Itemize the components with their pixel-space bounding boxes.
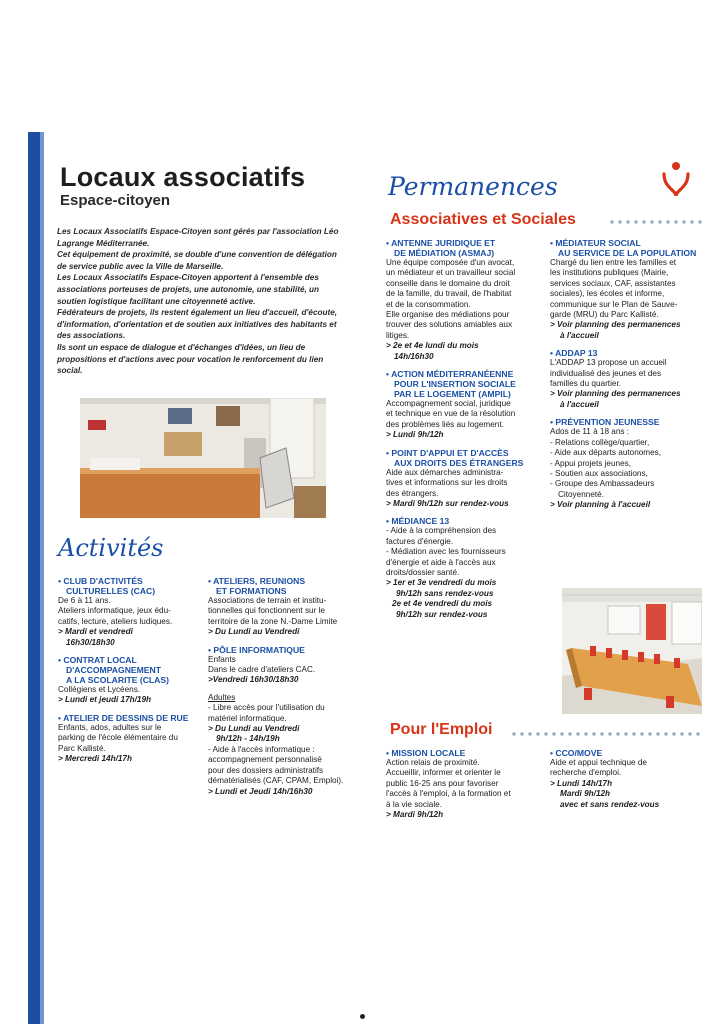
schedule-line: > Du Lundi au Vendredi: [208, 724, 300, 734]
intro-paragraph: Fédérateurs de projets, ils restent également un lieu d'accueil, d'écoute, d'information, d'orientation et de soutien aux initiatives des habitants et des associations.: [57, 308, 338, 341]
body-line: Citoyenneté.: [558, 489, 604, 499]
body-line: sociales), les écoles et informe,: [550, 289, 665, 299]
body-line: et de la consommation.: [386, 299, 471, 309]
body-line: - Soutien aux associations,: [550, 468, 648, 478]
activity-item: [58, 655, 196, 706]
heading-line: AUX DROITS DES ÉTRANGERS: [394, 457, 524, 468]
body-line: Parc Kallisté.: [58, 743, 106, 753]
heading-line: DE MÉDIATION (ASMAJ): [394, 248, 495, 258]
body-line: - Médiation avec les fournisseurs: [386, 547, 506, 557]
body-line: tives et informations sur les droits: [386, 478, 508, 488]
heading-line: • MÉDIATEUR SOCIAL: [550, 238, 641, 248]
activity-heading: [58, 576, 196, 596]
association-logo-icon: [658, 160, 694, 198]
heading-line: • CONTRAT LOCAL: [58, 655, 137, 666]
body-line: accompagnement personnalisé: [208, 755, 322, 765]
emploi-right-column: [550, 748, 706, 810]
body-line: communique sur le Plan de Sauve-: [550, 299, 678, 309]
body-line: garde (MRU) du Parc Kallisté.: [550, 310, 659, 320]
schedule-line: à l'accueil: [560, 399, 599, 409]
body-line: des problèmes liés au logement.: [386, 419, 504, 429]
permanences-title: Permanences: [388, 172, 558, 201]
schedule-line: Mardi 9h/12h: [560, 789, 611, 799]
body-line: catifs, lecture, ateliers ludiques.: [58, 616, 173, 626]
intro-paragraph: Ils sont un espace de dialogue et d'échanges d'idées, un lieu de propositions et d'actions avec pour vocation le renforcement du lien social.: [57, 342, 324, 376]
schedule-line: > Mercredi 14h/17h: [58, 754, 132, 764]
body-line: L'ADDAP 13 propose un accueil: [550, 358, 667, 368]
section-divider-dots: [510, 731, 702, 737]
permanence-heading: [386, 516, 542, 526]
permanences-right-column: [550, 238, 706, 518]
schedule-line: 2e et 4e vendredi du mois: [392, 599, 493, 609]
body-line: Enfants, ados, adultes sur le: [58, 722, 162, 732]
permanence-heading: • MISSION LOCALE: [386, 748, 466, 758]
body-line: Elle organise des médiations pour: [386, 310, 510, 320]
schedule-line: 16h30/18h30: [66, 637, 115, 647]
intro-text: [57, 226, 343, 377]
schedule-line: > Lundi et jeudi 17h/19h: [58, 695, 152, 705]
body-line: - Groupe des Ambassadeurs: [550, 479, 655, 489]
schedule-line: > Du Lundi au Vendredi: [208, 627, 300, 637]
permanence-item: [550, 238, 706, 341]
body-line: recherche d'emploi.: [550, 768, 622, 778]
activity-heading: [58, 655, 196, 685]
body-line: individualisé des jeunes et des: [550, 368, 662, 378]
heading-line: • ATELIER DE DESSINS DE RUE: [58, 712, 189, 723]
heading-line: • ATELIERS, REUNIONS: [208, 576, 306, 586]
permanence-item: [386, 516, 542, 620]
permanence-heading: [386, 238, 542, 258]
schedule-line: 9h/12h - 14h/19h: [216, 734, 280, 744]
intro-paragraph: Les Locaux Associatifs Espace-Citoyen sont gérés par l'association Léo Lagrange Méditerranée.: [57, 227, 339, 248]
activity-item: [208, 645, 350, 686]
permanence-heading: [386, 369, 542, 399]
schedule-line: > Voir planning des permanences: [550, 389, 681, 399]
schedule-line: > Lundi 9h/12h: [386, 430, 444, 440]
heading-line: D'ACCOMPAGNEMENT: [66, 665, 161, 676]
body-line: - Relations collège/quartier,: [550, 437, 650, 447]
activity-item: [208, 693, 350, 797]
heading-line: • ACTION MÉDITERRANÉENNE: [386, 369, 514, 380]
body-line: familles du quartier.: [550, 379, 621, 389]
page-subtitle: Espace-citoyen: [60, 192, 171, 209]
schedule-line: > 2e et 4e lundi du mois: [386, 341, 479, 351]
body-line: factures d'énergie.: [386, 536, 454, 546]
body-line: Une équipe composée d'un avocat,: [386, 258, 515, 267]
heading-line: • ANTENNE JURIDIQUE ET: [386, 238, 496, 248]
body-line: d'énergie et aide à l'accès aux: [386, 557, 496, 567]
heading-line: A LA SCOLARITE (CLAS): [66, 675, 169, 686]
heading-line: AU SERVICE DE LA POPULATION: [558, 248, 697, 258]
schedule-line: > Voir planning des permanences: [550, 320, 681, 330]
activity-heading: [208, 645, 350, 655]
body-line: - Aide à la compréhension des: [386, 526, 497, 536]
sub-heading: Adultes: [208, 692, 236, 702]
body-line: conseille dans le domaine du droit: [386, 278, 510, 288]
body-line: dématérialisés (CAF, CPAM, Emploi).: [208, 776, 344, 786]
body-line: territoire de la zone N.-Dame Limite: [208, 616, 338, 626]
body-line: un médiateur et un travailleur social: [386, 268, 516, 278]
activity-heading: [58, 713, 196, 723]
permanences-left-column: [386, 238, 542, 627]
body-line: matériel informatique.: [208, 713, 287, 723]
permanence-item: [550, 417, 706, 510]
schedule-line: à l'accueil: [560, 330, 599, 340]
body-line: de la famille, du travail, de l'habitat: [386, 289, 512, 299]
heading-line: • MÉDIANCE 13: [386, 516, 450, 527]
heading-line: ET FORMATIONS: [216, 586, 287, 596]
body-line: Ateliers informatique, jeux édu-: [58, 606, 171, 616]
heading-line: • PÔLE INFORMATIQUE: [208, 644, 305, 655]
body-line: De 6 à 11 ans.: [58, 596, 111, 605]
activity-heading: [208, 576, 350, 596]
intro-paragraph: Cet équipement de proximité, se double d'une convention de délégation de service public avec la Ville de Marseille.: [57, 250, 337, 271]
body-line: Collégiens et Lycéens.: [58, 685, 141, 695]
reception-photo: [80, 398, 326, 518]
body-line: Ados de 11 à 18 ans :: [550, 427, 630, 437]
body-line: Chargé du lien entre les familles et: [550, 258, 677, 267]
schedule-line: avec et sans rendez-vous: [560, 799, 660, 809]
schedule-line: > Mardi 9h/12h: [386, 810, 444, 820]
heading-line: POUR L'INSERTION SOCIALE: [394, 379, 516, 390]
section-associatives-title: Associatives et Sociales: [390, 211, 576, 228]
activity-item: [208, 576, 350, 638]
schedule-line: > Mardi et vendredi: [58, 627, 133, 637]
heading-line: • POINT D'APPUI ET D'ACCÈS: [386, 447, 509, 458]
permanence-item: [386, 238, 542, 362]
body-line: Enfants: [208, 654, 236, 664]
activites-title: Activités: [58, 534, 164, 562]
body-line: Aide et appui technique de: [550, 758, 647, 767]
schedule-line: 9h/12h sans rendez-vous: [396, 588, 494, 598]
emploi-left-column: [386, 748, 542, 820]
scan-mark: [360, 1014, 365, 1019]
body-line: tionnelles qui fonctionnent sur le: [208, 606, 325, 616]
body-line: l'accès à l'emploi, à la formation et: [386, 789, 511, 799]
meeting-room-photo: [562, 588, 702, 714]
permanence-item: [550, 348, 706, 410]
permanence-item: [386, 448, 542, 510]
permanence-heading: [550, 348, 706, 358]
schedule-line: >Vendredi 16h30/18h30: [208, 675, 299, 685]
body-line: Associations de terrain et institu-: [208, 596, 327, 605]
body-line: trouver des solutions amiables aux: [386, 320, 513, 330]
body-line: Aide aux démarches administra-: [386, 467, 504, 477]
schedule-line: 9h/12h sur rendez-vous: [396, 609, 488, 619]
body-line: des étrangers.: [386, 488, 439, 498]
schedule-line: 14h/16h30: [394, 351, 434, 361]
permanence-heading: [386, 448, 542, 468]
body-line: Accompagnement social, juridique: [386, 399, 511, 409]
schedule-line: > Voir planning à l'accueil: [550, 500, 651, 510]
body-line: parking de l'école élémentaire du: [58, 733, 178, 743]
schedule-line: > Lundi 14h/17h: [550, 778, 613, 788]
schedule-line: > Mardi 9h/12h sur rendez-vous: [386, 498, 509, 508]
body-line: à la vie sociale.: [386, 799, 442, 809]
section-divider-dots: [608, 219, 702, 225]
left-edge-stripe: [40, 132, 44, 1024]
permanence-heading: • CCO/MOVE: [550, 748, 603, 758]
body-line: droits/dossier santé.: [386, 567, 460, 577]
activites-left-column: [58, 576, 196, 771]
schedule-line: > Lundi et Jeudi 14h/16h30: [208, 786, 313, 796]
heading-line: PAR LE LOGEMENT (AMPIL): [394, 389, 511, 400]
body-line: - Appui projets jeunes,: [550, 458, 632, 468]
heading-line: CULTURELLES (CAC): [66, 586, 156, 596]
page-title: Locaux associatifs: [60, 162, 306, 192]
body-line: les institutions publiques (Mairie,: [550, 268, 669, 278]
heading-line: • PRÉVENTION JEUNESSE: [550, 417, 660, 428]
body-line: Dans le cadre d'ateliers CAC.: [208, 665, 316, 675]
body-line: Action relais de proximité.: [386, 758, 480, 767]
body-line: pour des dossiers administratifs: [208, 765, 324, 775]
activites-right-column: [208, 576, 350, 804]
heading-line: • ADDAP 13: [550, 348, 598, 359]
body-line: - Aide aux départs autonomes,: [550, 448, 662, 458]
body-line: - Libre accès pour l'utilisation du: [208, 703, 325, 713]
heading-line: • CLUB D'ACTIVITÉS: [58, 576, 143, 586]
body-line: services sociaux, CAF, assistantes: [550, 278, 676, 288]
body-line: public 16-25 ans pour favoriser: [386, 778, 499, 788]
body-line: - Aide à l'accès informatique :: [208, 744, 315, 754]
body-line: et technique en vue de la résolution: [386, 409, 516, 419]
intro-paragraph: Les Locaux Associatifs Espace-Citoyen apportent à l'ensemble des associations porteuses de projets, une autonomie, une stabilité, un soutien logistique facilitant une citoyenneté active.: [57, 273, 320, 306]
section-emploi-title: Pour l'Emploi: [390, 721, 493, 738]
body-line: Accueillir, informer et orienter le: [386, 768, 501, 778]
activity-item: [58, 713, 196, 765]
activity-item: [58, 576, 196, 648]
body-line: litiges.: [386, 330, 410, 340]
permanence-heading: [550, 417, 706, 427]
permanence-item: [386, 369, 542, 441]
permanence-heading: [550, 238, 706, 258]
schedule-line: > 1er et 3e vendredi du mois: [386, 578, 497, 588]
